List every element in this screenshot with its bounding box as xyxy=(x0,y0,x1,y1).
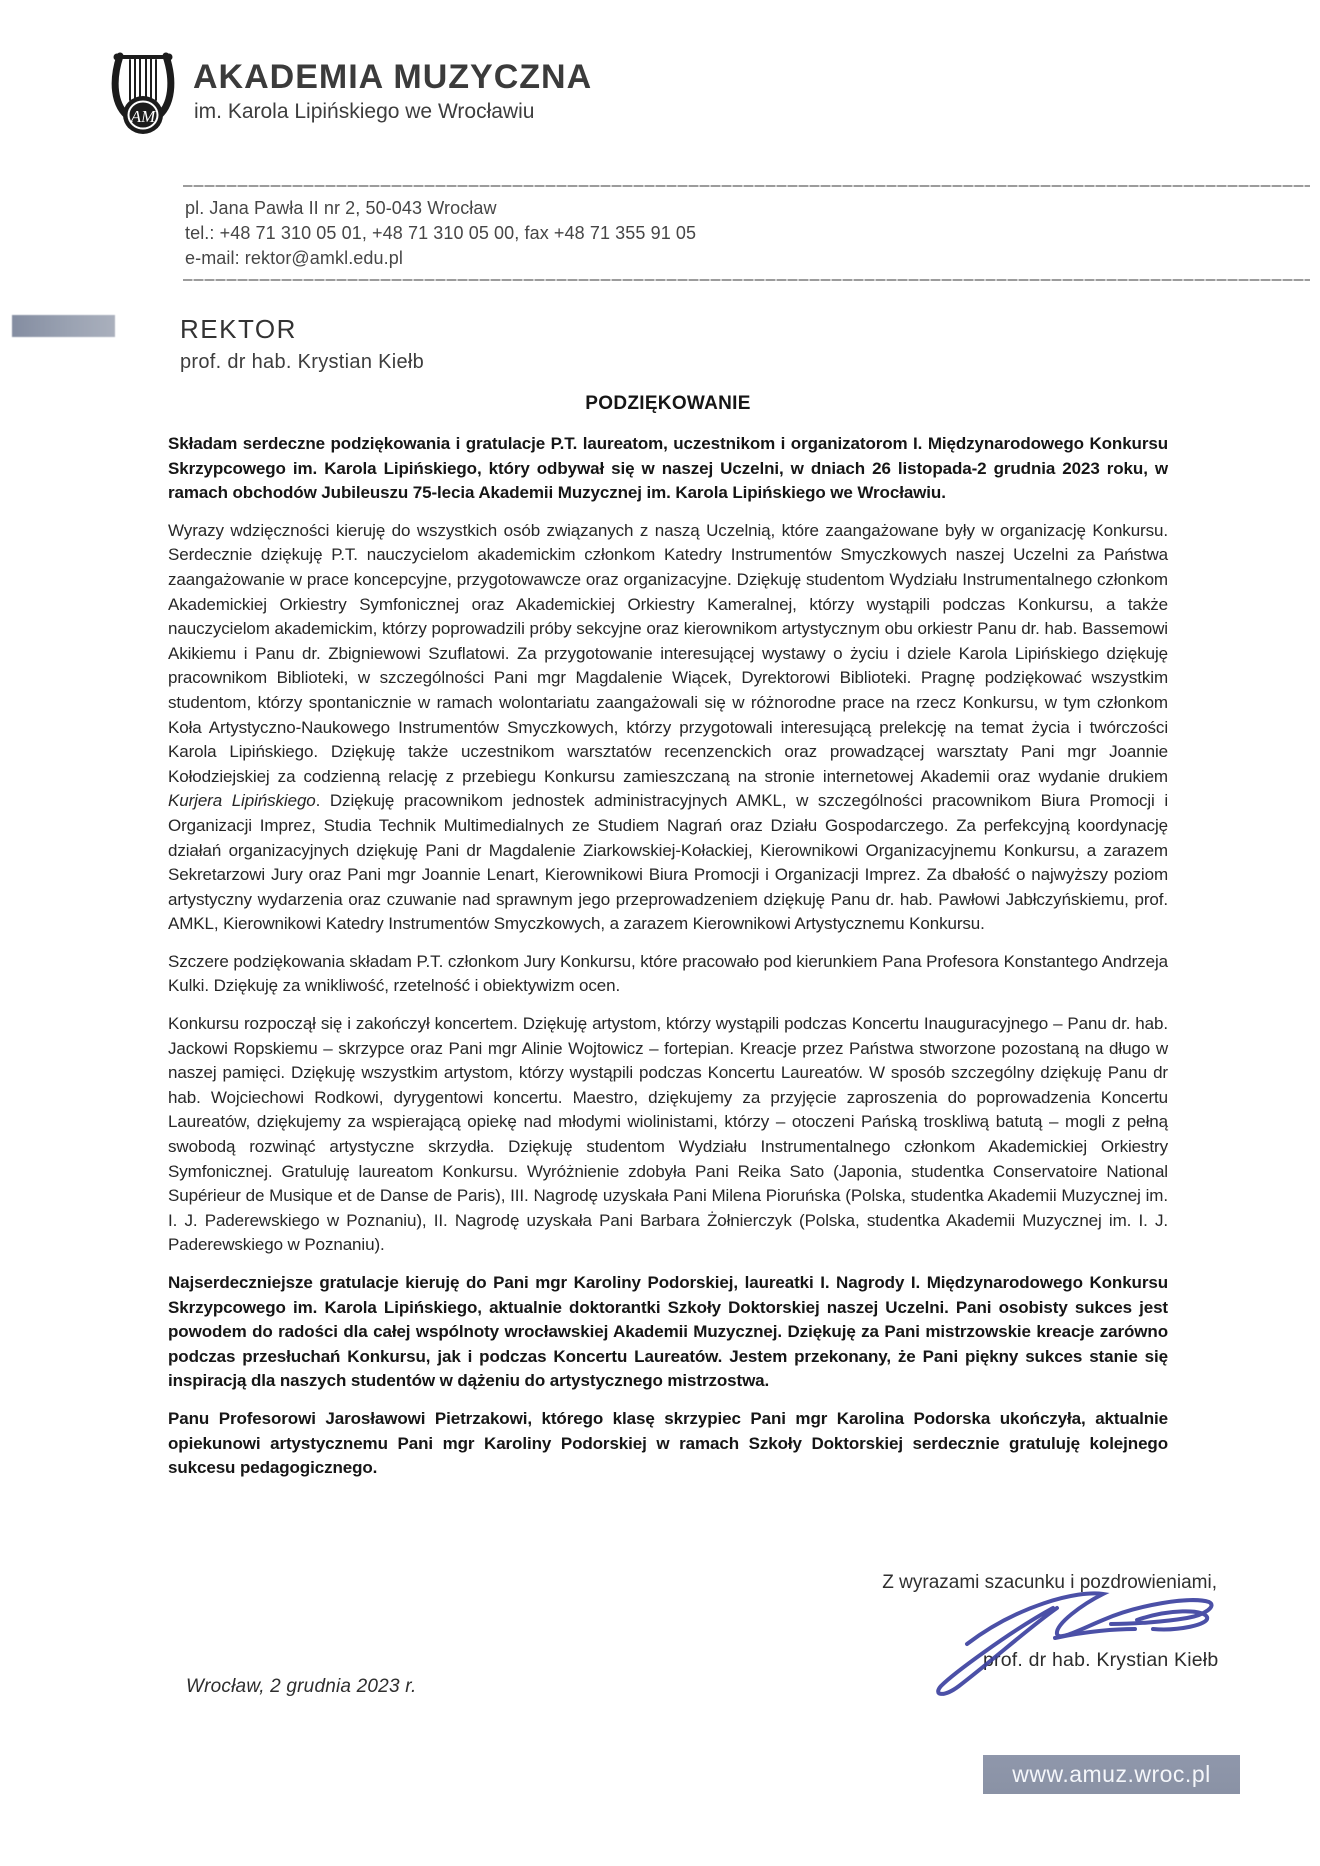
paragraph: Najserdeczniejsze gratulacje kieruję do Pani mgr Karoliny Podorskiej, laureatki I. Nagrody I. Międzynarodowego Konkursu Skrzypcowego im. Karola Lipińskiego, aktualnie doktorantki Szkoły Doktorskiej naszej Uczelni. Pani osobisty sukces jest powodem do radości dla całej wspólnoty wrocławskiej Akademii Muzycznej. Dziękuję za Pani mistrzowskie kreacje zarówno podczas przesłuchań Konkursu, jak i podczas Koncertu Laureatów. Jestem przekonany, że Pani piękny sukces stanie się inspiracją dla naszych studentów w dążeniu do artystycznego mistrzostwa. xyxy=(168,1273,1168,1391)
sender-name: prof. dr hab. Krystian Kiełb xyxy=(180,351,425,373)
paragraph: Wyrazy wdzięczności kieruję do wszystkich osób związanych z naszą Uczelnią, które zaangażowane były w organizację Konkursu. Serdecznie dziękuję P.T. nauczycielom akademickim członkom Katedry Instrumentów Smyczkowych naszej Uczelni za Państwa zaangażowanie w prace koncepcyjne, przygotowawcze oraz organizacyjne. Dziękuję studentom Wydziału Instrumentalnego członkom Akademickiej Orkiestry Symfonicznej oraz Akademickiej Orkiestry Kameralnej, którzy wystąpili podczas Konkursu, a także nauczycielom akademickim, którzy poprowadzili próby sekcyjne oraz kierownikom artystycznym obu orkiestr Panu dr. hab. Bassemowi Akikiemu i Panu dr. Zbigniewowi Szuflatowi. Za przygotowanie interesującej wystawy o życiu i dziele Karola Lipińskiego dziękuję pracownikom Biblioteki, w szczególności Pani mgr Magdalenie Wiącek, Dyrektorowi Biblioteki. Pragnę podziękować wszystkim studentom, którzy spontanicznie w ramach wolontariatu zaangażowali się w różnorodne prace na rzecz Konkursu, w tym członkom Koła Artystyczno-Naukowego Instrumentów Smyczkowych, którzy przygotowali interesującą prelekcję na temat życia i twórczości Karola Lipińskiego. Dziękuję także uczestnikom warsztatów recenzenckich oraz prowadzącej warsztaty Pani mgr Joannie Kołodziejskiej za codzienną relację z przebiegu Konkursu zamieszczaną na stronie internetowej Akademii oraz wydanie drukiem Kurjera Lipińskiego. Dziękuję pracownikom jednostek administracyjnych AMKL, w szczególności pracownikom Biura Promocji i Organizacji Imprez, Studia Technik Multimedialnych ze Studiem Nagrań oraz Działu Gospodarczego. Za perfekcyjną koordynację działań organizacyjnych dziękuję Pani dr Magdalenie Ziarkowskiej-Kołackiej, Kierownikowi Organizacyjnemu Konkursu, a zarazem Sekretarzowi Jury oraz Pani mgr Joannie Lenart, Kierownikowi Biura Promocji i Organizacji Imprez. Za dbałość o najwyższy poziom artystyczny wydarzenia oraz czuwanie nad sprawnym jego przeprowadzeniem dziękuję Panu dr. hab. Pawłowi Jabłczyńskiemu, prof. AMKL, Kierownikowi Katedry Instrumentów Smyczkowych, a zarazem Kierownikowi Artystycznemu Konkursu. xyxy=(168,520,1169,934)
signer-name: prof. dr hab. Krystian Kiełb xyxy=(983,1649,1219,1671)
sender-role: REKTOR xyxy=(180,314,297,344)
divider-bottom xyxy=(183,279,1310,281)
lyre-logo-icon xyxy=(110,48,176,138)
org-name: AKADEMIA MUZYCZNA xyxy=(193,58,593,96)
letter-title: PODZIĘKOWANIE xyxy=(585,393,751,414)
contact-block xyxy=(185,196,696,271)
svg-text:AM: AM xyxy=(130,107,156,126)
signature-autograph xyxy=(905,1578,1235,1703)
contact-address: pl. Jana Pawła II nr 2, 50-043 Wrocław xyxy=(185,198,497,218)
closing-salutation: Z wyrazami szacunku i pozdrowieniami, xyxy=(882,1572,1217,1593)
paragraph: Składam serdeczne podziękowania i gratulacje P.T. laureatom, uczestnikom i organizatorom I. Międzynarodowego Konkursu Skrzypcowego im. Karola Lipińskiego, który odbywał się w naszej Uczelni, w dniach 26 listopada-2 grudnia 2023 roku, w ramach obchodów Jubileuszu 75-lecia Akademii Muzycznej im. Karola Lipińskiego we Wrocławiu. xyxy=(168,434,1168,503)
divider-top xyxy=(183,185,1310,187)
contact-phone: tel.: +48 71 310 05 01, +48 71 310 05 00, fax +48 71 355 91 05 xyxy=(185,223,697,243)
dateline: Wrocław, 2 grudnia 2023 r. xyxy=(186,1676,417,1697)
paragraph: Panu Profesorowi Jarosławowi Pietrzakowi, którego klasę skrzypiec Pani mgr Karolina Podorska ukończyła, aktualnie opiekunowi artystycznemu Pani mgr Karoliny Podorskiej w ramach Szkoły Doktorskiej serdecznie gratuluję kolejnego sukcesu pedagogicznego. xyxy=(168,1408,1168,1478)
letter-body xyxy=(168,393,1168,1494)
org-subtitle: im. Karola Lipińskiego we Wrocławiu xyxy=(194,100,535,123)
sender-block xyxy=(180,314,424,375)
website-footer-bar xyxy=(983,1755,1240,1794)
paragraph: Konkursu rozpoczął się i zakończył koncertem. Dziękuję artystom, którzy wystąpili podczas Koncertu Inauguracyjnego – Panu dr. hab. Jackowi Ropskiemu – skrzypce oraz Pani mgr Alinie Wojtowicz – fortepian. Kreacje przez Państwa stworzone pozostaną na długo w naszej pamięci. Dziękuję wszystkim artystom, którzy wystąpili podczas Koncertu Laureatów. W sposób szczególny dziękuję Panu dr hab. Wojciechowi Rodkowi, dyrygentowi koncertu. Maestro, dziękujemy za przyjęcie zaproszenia do poprowadzenia Koncertu Laureatów, dziękujemy za wspierającą opiekę nad młodymi wiolinistami, którzy – otoczeni Pańską troskliwą batutą – mogli z pełną swobodą rozwinąć artystyczne skrzydła. Dziękuję studentom Wydziału Instrumentalnego członkom Akademickiej Orkiestry Symfonicznej. Gratuluję laureatom Konkursu. Wyróżnienie zdobyła Pani Reika Sato (Japonia, studentka Conservatoire National Supérieur de Musique et de Danse de Paris), III. Nagrodę uzyskała Pani Milena Pioruńska (Polska, studentka Akademii Muzycznej im. I. J. Paderewskiego w Poznaniu), II. Nagrodę uzyskała Pani Barbara Żołnierczyk (Polska, studentka Akademii Muzycznej im. I. J. Paderewskiego w Poznaniu). xyxy=(168,1014,1168,1255)
contact-email: e-mail: rektor@amkl.edu.pl xyxy=(185,248,403,268)
paragraph: Szczere podziękowania składam P.T. członkom Jury Konkursu, które pracowało pod kierunkiem Pana Profesora Konstantego Andrzeja Kulki. Dziękuję za wnikliwość, rzetelność i obiektywizm ocen. xyxy=(168,951,1168,996)
website-url: www.amuz.wroc.pl xyxy=(1012,1761,1211,1787)
letter-paragraphs xyxy=(168,432,1168,1481)
scan-smudge xyxy=(12,315,115,337)
